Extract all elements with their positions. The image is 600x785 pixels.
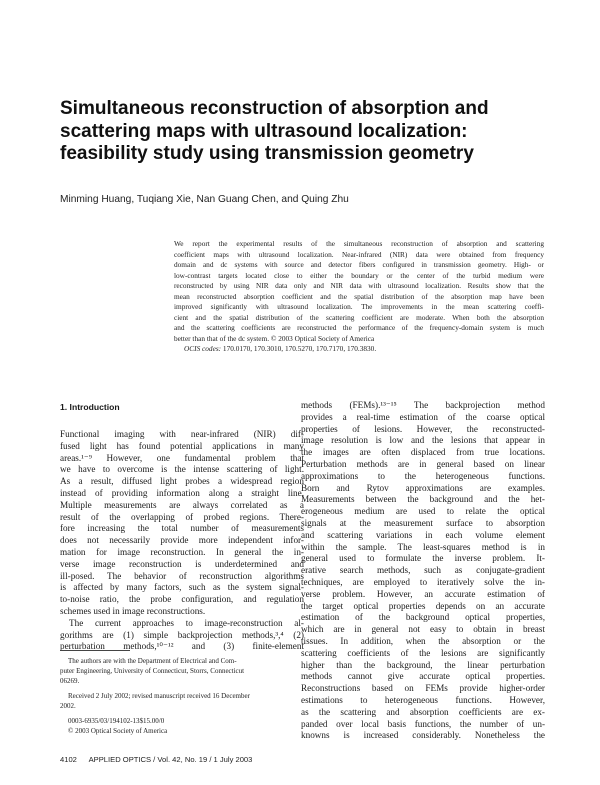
right-column xyxy=(301,400,545,742)
copyright-line: © 2003 Optical Society of America xyxy=(68,727,168,735)
issn-line: 0003-6935/03/194102-13$15.00/0 xyxy=(68,717,165,725)
body-line: verse image reconstruction is underdetermined and xyxy=(60,558,304,569)
body-line: provides a real-time estimation of the coarse optical xyxy=(301,411,545,422)
abstract-line: reconstructed by using NIR data only and NIR data with ultrasound localization. Results show that the xyxy=(174,281,544,290)
body-line: The current approaches to image-reconstruction al- xyxy=(69,617,304,628)
title-line: feasibility study using transmission geometry xyxy=(60,143,474,164)
title-line: Simultaneous reconstruction of absorption and xyxy=(60,98,489,119)
body-line: ill-posed. The behavior of reconstruction algorithms xyxy=(60,570,304,581)
body-line: we have to overcome is the intense scattering of light. xyxy=(60,464,304,475)
body-line: mation for image reconstruction. In general the in- xyxy=(60,546,304,557)
page-number: 4102 xyxy=(60,755,77,764)
body-line: approximations to the heterogeneous functions. xyxy=(301,470,545,481)
body-line: as the scattering and absorption coefficients are ex- xyxy=(301,706,545,717)
abstract-line: cient and the spatial distribution of the scattering coefficient are moderate. When both the absorption xyxy=(174,312,544,322)
footnote-line: 06269. xyxy=(60,677,80,685)
body-line: verse problem. However, an accurate estimation of xyxy=(301,588,545,599)
ocis-codes xyxy=(174,344,544,355)
body-line: Reconstructions based on FEMs provide higher-order xyxy=(301,683,545,694)
abstract xyxy=(174,239,544,355)
body-line: Born and Rytov approximations are examples. xyxy=(301,482,545,493)
body-line: techniques, are employed to iteratively solve the in- xyxy=(301,576,545,587)
body-line: erogeneous medium are used to relate the optical xyxy=(301,506,545,517)
abstract-line: We report the experimental results of the simultaneous reconstruction of absorption and scattering xyxy=(174,239,544,248)
body-line: general used to formulate the inverse problem. It- xyxy=(301,553,545,564)
body-line: estimations to heterogeneous functions. However, xyxy=(301,694,545,705)
footnotes xyxy=(60,656,304,736)
body-line: to-noise ratio, the probe configuration, and regulation xyxy=(60,594,304,605)
abstract-line: low-contrast targets located close to either the boundary or the center of the turbid medium were xyxy=(174,270,544,280)
journal-citation: APPLIED OPTICS / Vol. 42, No. 19 / 1 July 2003 xyxy=(88,755,253,764)
body-line: scattering coefficients of the lesions are significantly xyxy=(301,647,545,658)
body-line: result of the overlapping of probed regions. There- xyxy=(60,511,304,522)
paper-title xyxy=(60,98,560,166)
body-line: Functional imaging with near-infrared (NIR) dif- xyxy=(60,429,304,439)
body-line: signals at the measurement surface to absorption xyxy=(301,517,545,528)
body-line: methods cannot give accurate optical properties. xyxy=(301,671,545,682)
body-line: does not necessarily provide more independent infor- xyxy=(60,535,304,546)
footnote-line: puter Engineering, University of Connecticut, Storrs, Connecticut xyxy=(60,667,245,675)
body-line: the target optical properties depends on an accurate xyxy=(301,600,545,611)
author-list: Minming Huang, Tuqiang Xie, Nan Guang Chen, and Quing Zhu xyxy=(60,194,349,205)
section-heading: 1. Introduction xyxy=(60,402,120,412)
body-line: the images are often displaced from true locations. xyxy=(301,447,545,458)
body-line: areas.¹⁻⁹ However, one fundamental problem that xyxy=(60,452,304,463)
ocis-label: OCIS codes: xyxy=(184,344,222,353)
left-column xyxy=(60,429,304,653)
body-line: properties of lesions. However, the reconstructed- xyxy=(301,423,545,434)
body-line: is affected by many factors, such as the system signal- xyxy=(60,582,304,593)
body-line: Multiple measurements are always correlated as a xyxy=(60,499,304,510)
abstract-line: mean reconstructed absorption coefficient and the spatial distribution of the absorption map have been xyxy=(174,291,544,301)
body-line: As a result, diffused light probes a widespread region xyxy=(60,476,304,487)
abstract-line: improved significantly with ultrasound localization. The improvements in the mean scattering coeffi- xyxy=(174,302,544,311)
body-line: tissues. In addition, when the absorption or the xyxy=(301,635,545,646)
body-line: Measurements between the background and the het- xyxy=(301,494,545,505)
body-line: fore increasing the total number of measurements xyxy=(60,523,304,534)
body-line: panded over local basis functions, the number of un- xyxy=(301,718,545,729)
body-line: and scattering variations in each volume element xyxy=(301,529,545,540)
ocis-values: 170.0170, 170.3010, 170.5270, 170.7170, 170.3830. xyxy=(222,344,377,353)
body-line: within the sample. The least-squares method is in xyxy=(301,541,545,552)
abstract-line: domain and dc systems with source and detector fibers configured in transmission geometry. High- or xyxy=(174,260,544,269)
body-line: knowns is increased considerably. Nonetheless the xyxy=(301,730,545,741)
footnote-divider xyxy=(60,650,130,651)
body-line: methods (FEMs).¹³⁻¹⁵ The backprojection method xyxy=(301,400,545,410)
body-line: schemes used in image reconstructions. xyxy=(60,605,206,616)
body-line: Perturbation methods are in general based on linear xyxy=(301,458,545,469)
body-line: higher than the background, the linear perturbation xyxy=(301,659,545,670)
title-line: scattering maps with ultrasound localization: xyxy=(60,120,468,142)
abstract-line: coefficient maps with ultrasound localization. Near-infrared (NIR) data were obtained from frequency xyxy=(174,249,544,259)
body-line: gorithms are (1) simple backprojection methods,³,⁴ (2) xyxy=(60,629,304,640)
page-footer xyxy=(60,755,252,764)
abstract-line: better than that of the dc system. © 2003 Optical Society of America xyxy=(174,333,375,343)
body-line: image resolution is low and the lesions that appear in xyxy=(301,435,545,446)
body-line: estimation of the background optical properties, xyxy=(301,612,545,623)
abstract-line: and the scattering coefficients are reconstructed the performance of the frequency-domain system is much xyxy=(174,323,544,332)
body-line: erative search methods, such as conjugate-gradient xyxy=(301,565,545,576)
body-line: fused light has found potential applications in many xyxy=(60,440,304,451)
body-line: which are in general not easy to obtain in breast xyxy=(301,624,545,635)
footnote-line: Received 2 July 2002; revised manuscript received 16 December xyxy=(68,692,250,700)
body-line: perturbation methods,¹⁰⁻¹² and (3) finite-element xyxy=(60,641,304,652)
footnote-line: The authors are with the Department of Electrical and Com- xyxy=(68,657,237,665)
footnote-line: 2002. xyxy=(60,702,76,710)
body-line: instead of providing information along a straight line. xyxy=(60,487,304,498)
